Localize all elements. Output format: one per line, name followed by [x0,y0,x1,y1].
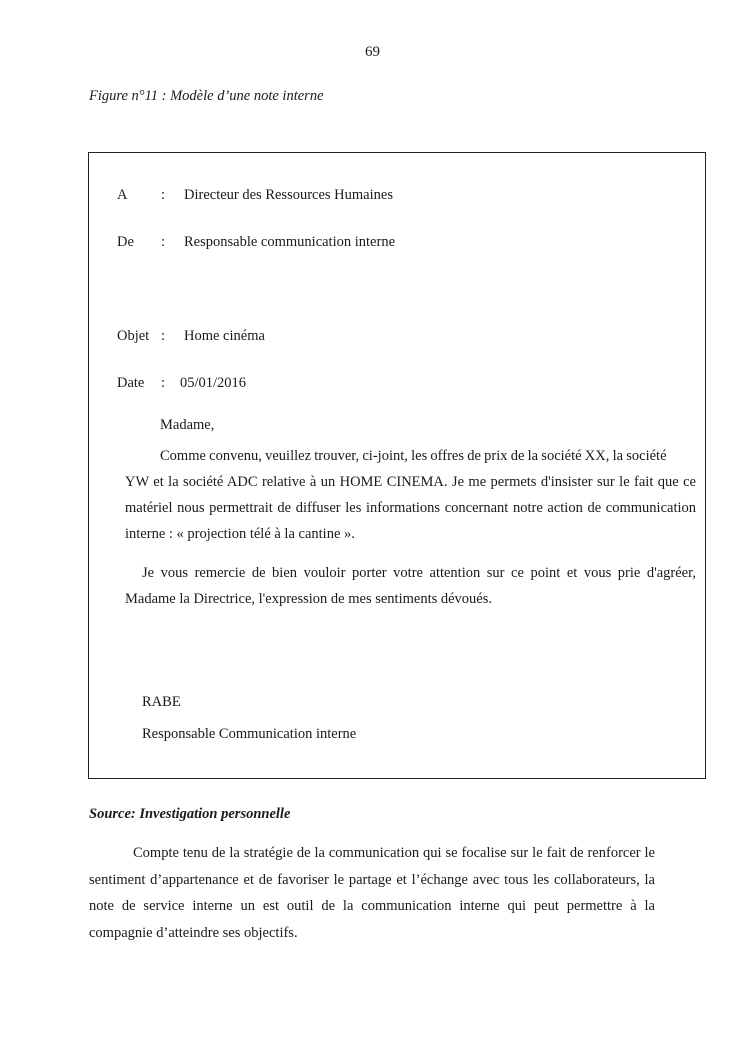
page-number: 69 [365,44,380,60]
memo-salutation: Madame, [160,417,215,433]
source-note: Source: Investigation personnelle [89,806,291,822]
memo-date-value: 05/01/2016 [180,375,247,391]
signature-title: Responsable Communication interne [142,726,357,742]
memo-subject-label: Objet [117,328,150,344]
memo-subject-value: Home cinéma [184,328,265,344]
memo-paragraph-1: YW et la société ADC relative à un HOME CINEMA. Je me permets d'insister sur le fait que ce matériel nous permettrait de diffuser les informations concernant notre action de communication interne : « projection télé à la cantine ». [125,474,696,542]
memo-to-colon: : [161,187,166,203]
memo-date-label: Date [117,375,145,391]
signature-name: RABE [142,694,181,710]
memo-from-colon: : [161,234,166,250]
body-paragraph: Compte tenu de la stratégie de la communication qui se focalise sur le fait de renforcer le sentiment d’appartenance et de favoriser le partage et l’échange avec tous les collaborateurs, la note de service interne un est outil de la communication interne qui peut permettre à la compagnie d’atteindre ses objectifs. [89,845,655,941]
memo-to-label: A [117,187,128,203]
memo-paragraph-1-first-line: Comme convenu, veuillez trouver, ci-joint, les offres de prix de la société XX, la société [160,448,667,464]
memo-from-label: De [117,234,134,250]
figure-caption: Figure n°11 : Modèle d’une note interne [89,88,324,104]
memo-paragraph-2: Je vous remercie de bien vouloir porter votre attention sur ce point et vous prie d'agréer, Madame la Directrice, l'expression de mes sentiments dévoués. [125,565,696,607]
memo-from-value: Responsable communication interne [184,234,396,250]
memo-to-value: Directeur des Ressources Humaines [184,187,393,203]
memo-subject-colon: : [161,328,166,344]
memo-date-colon: : [161,375,166,391]
